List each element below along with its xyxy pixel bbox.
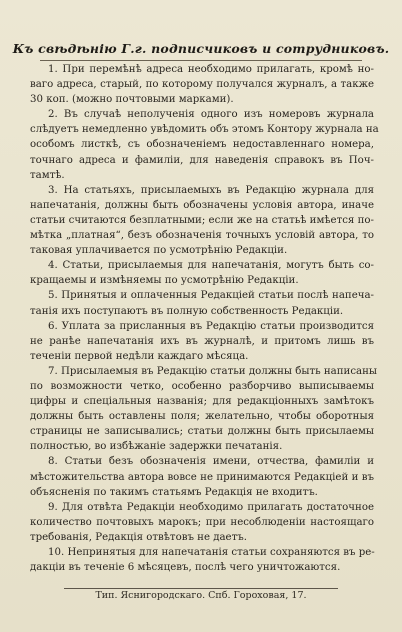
paragraph-line: напечатанія, должны быть обозначены условія автора, иначе: [30, 199, 374, 211]
printer-imprint: Тип. Яснигородскаго. Спб. Гороховая, 17.: [95, 590, 307, 601]
paragraph-line: не ранѣе напечатанія ихъ въ журналѣ, и притомъ лишь въ: [30, 335, 374, 347]
notice-paragraph-7: [30, 364, 378, 455]
paragraph-line: должны быть оставлены поля; желательно, чтобы оборотныя: [30, 411, 374, 423]
notice-paragraph-10: [30, 545, 374, 575]
paragraph-line: 4. Статьи, присылаемыя для напечатанія, могутъ быть со-: [48, 260, 374, 272]
paragraph-line: кращаемы и измѣняемы по усмотрѣнію Редакціи.: [30, 275, 299, 287]
paragraph-line: таковая уплачивается по усмотрѣнію Редакціи.: [30, 245, 288, 257]
paragraph-line: 3. На статьяхъ, присылаемыхъ въ Редакцію журнала для: [48, 184, 374, 196]
title-divider: [40, 60, 362, 61]
paragraph-line: требованія, Редакція отвѣтовъ не даетъ.: [30, 531, 247, 543]
paragraph-line: слѣдуетъ немедленно увѣдомить объ этомъ Контору журнала на: [30, 124, 379, 136]
notice-paragraph-3: [30, 183, 374, 258]
paragraph-line: дакціи въ теченіе 6 мѣсяцевъ, послѣ чего уничтожаются.: [30, 562, 341, 574]
paragraph-line: 8. Статьи безъ обозначенія имени, отчества, фамиліи и: [48, 456, 374, 468]
notice-paragraph-4: [30, 258, 374, 288]
paragraph-line: 5. Принятыя и оплаченныя Редакціей статьи послѣ напеча-: [48, 290, 374, 302]
paragraph-line: теченіи первой недѣли каждаго мѣсяца.: [30, 350, 249, 362]
paragraph-line: особомъ листкѣ, съ обозначеніемъ недоставленнаго номера,: [30, 139, 374, 151]
paragraph-line: статьи считаются безплатными; если же на статьѣ имѣется по-: [30, 214, 374, 226]
paragraph-line: мѣстожительства автора вовсе не принимаются Редакціей и въ: [30, 471, 374, 483]
paragraph-line: страницы не записывались; статьи должны быть присылаемы: [30, 426, 374, 438]
paragraph-line: 6. Уплата за присланныя въ Редакцію статьи производится: [48, 320, 374, 332]
paragraph-line: 9. Для отвѣта Редакціи необходимо прилагать достаточное: [48, 501, 374, 513]
paragraph-line: полностью, во избѣжаніе задержки печатанія.: [30, 441, 283, 453]
footer-divider: [64, 588, 338, 589]
paragraph-line: танія ихъ поступаютъ въ полную собственность Редакціи.: [30, 305, 344, 317]
paragraph-line: объясненія по такимъ статьямъ Редакція не входитъ.: [30, 486, 318, 498]
paragraph-line: 1. При перемѣнѣ адреса необходимо прилагать, кромѣ но-: [48, 64, 374, 75]
paragraph-line: по возможности четко, особенно разборчиво выписываемы: [30, 380, 374, 392]
paragraph-line: цифры и спеціальныя названія; для редакціонныхъ замѣтокъ: [30, 396, 374, 408]
notice-paragraph-1: [30, 62, 374, 107]
notice-body: [30, 62, 379, 575]
paragraph-line: ваго адреса, старый, по которому получался журналъ, а также: [30, 79, 374, 91]
paragraph-line: мѣтка „платная“, безъ обозначенія точныхъ условій автора, то: [30, 230, 374, 242]
paragraph-line: 10. Непринятыя для напечатанія статьи сохраняются въ ре-: [48, 547, 375, 558]
paragraph-line: тамтѣ.: [30, 169, 65, 181]
paragraph-line: 7. Присылаемыя въ Редакцію статьи должны быть написаны: [48, 365, 378, 377]
notice-paragraph-9: [30, 500, 374, 545]
notice-paragraph-2: [30, 107, 379, 182]
page-title: Къ свѣдѣнію Г.г. подписчиковъ и сотрудниковъ.: [12, 41, 390, 56]
paragraph-line: количество почтовыхъ марокъ; при несоблюденіи настоящаго: [30, 516, 374, 528]
paragraph-line: точнаго адреса и фамиліи, для наведенія справокъ въ Поч-: [30, 154, 374, 166]
notice-paragraph-8: [30, 454, 374, 499]
paragraph-line: 30 коп. (можно почтовыми марками).: [30, 94, 234, 106]
paragraph-line: 2. Въ случаѣ неполученія одного изъ номеровъ журнала: [48, 109, 374, 121]
notice-paragraph-5: [30, 288, 374, 318]
notice-paragraph-6: [30, 319, 374, 364]
